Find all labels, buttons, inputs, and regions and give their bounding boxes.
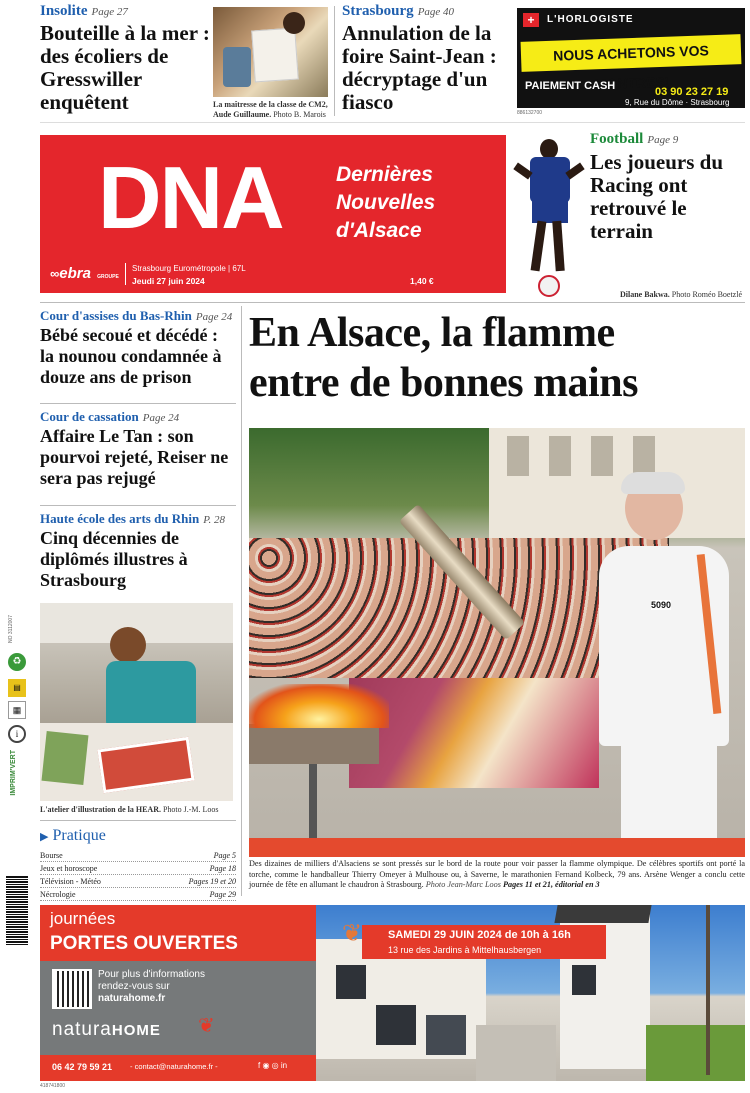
ad-contact: - contact@naturahome.fr - xyxy=(130,1062,218,1071)
pratique-item-label: Bourse xyxy=(40,851,63,860)
imprimvert-label: IMPRIM'VERT xyxy=(10,750,17,796)
pratique-item[interactable] xyxy=(40,863,236,875)
masthead-title: Dernières Nouvelles d'Alsace xyxy=(336,163,436,242)
masthead-price: 1,40 € xyxy=(410,276,434,286)
teacher-photo xyxy=(213,7,328,97)
pratique-item-label: Jeux et horoscope xyxy=(40,864,98,873)
ad-brand-logo: naturaHOME xyxy=(52,1019,161,1040)
pratique-item[interactable] xyxy=(40,876,236,888)
ad-phone: 03 90 23 27 19 xyxy=(655,86,729,98)
left-story-assises[interactable] xyxy=(40,308,236,388)
maple-leaf-icon: ❦ xyxy=(198,1015,215,1037)
top-story-insolite[interactable] xyxy=(40,3,210,114)
ad-phone: 06 42 79 59 21 xyxy=(52,1062,113,1072)
horlogiste-ad[interactable] xyxy=(517,8,745,108)
story-kicker: Haute école des arts du Rhin P. 28 xyxy=(40,511,226,526)
pratique-item[interactable] xyxy=(40,850,236,862)
naturahome-ad[interactable] xyxy=(40,905,316,1081)
top-story-strasbourg[interactable] xyxy=(342,3,512,114)
maple-leaf-icon: ❦ xyxy=(342,920,363,947)
ad-line1: journées xyxy=(50,909,116,928)
ad-slogan: NOUS ACHETONS VOS MONTRES! xyxy=(521,34,742,72)
masthead-date: Jeudi 27 juin 2024 xyxy=(132,276,205,286)
pratique-item-label: Télévision - Météo xyxy=(40,877,101,886)
ad-date-banner: ❦ SAMEDI 29 JUIN 2024 de 10h à 16h 13 rue des Jardins à Mittelhausbergen xyxy=(362,925,606,959)
football-caption: Dilane Bakwa. Photo Roméo Boetzlé xyxy=(619,290,742,299)
story-kicker: Cour de cassation Page 24 xyxy=(40,409,180,424)
story-headline[interactable]: Affaire Le Tan : son pourvoi rejeté, Reiser ne sera pas rejugé xyxy=(40,426,229,488)
ad-subtitle: PAIEMENT CASH xyxy=(525,80,616,92)
print-label-icon: ▤ xyxy=(8,679,26,697)
main-torch-photo xyxy=(249,428,745,857)
pratique-item-page: Page 29 xyxy=(209,890,236,899)
main-headline[interactable]: En Alsace, la flamme entre de bonnes mains xyxy=(249,310,638,406)
ebra-logo: ∞ebra GROUPE xyxy=(50,265,119,282)
story-kicker: Cour d'assises du Bas-Rhin Page 24 xyxy=(40,308,233,323)
ad-info: Pour plus d'informations rendez-vous sur naturahome.fr xyxy=(98,969,205,1004)
ad-brand: L'HORLOGISTE xyxy=(547,14,634,25)
pratique-box xyxy=(40,827,236,902)
ad-reference: 886132700 xyxy=(517,110,543,116)
left-story-hear[interactable] xyxy=(40,511,236,591)
side-strip: NO 3112007 ♻ ▤ ▦ i IMPRIM'VERT xyxy=(6,615,28,945)
qr-code-icon xyxy=(52,969,92,1009)
story-headline[interactable]: Cinq décennies de diplômés illustres à Strasbourg xyxy=(40,528,188,590)
info-icon: i xyxy=(8,725,26,743)
barcode-icon xyxy=(6,875,28,945)
pratique-item-page: Pages 19 et 20 xyxy=(188,877,236,886)
main-caption-page-ref: Pages 11 et 21, éditorial en 3 xyxy=(502,880,600,889)
football-story[interactable] xyxy=(590,131,750,243)
masthead[interactable] xyxy=(40,135,506,293)
recycle-icon: ♻ xyxy=(8,653,26,671)
story-kicker: Football Page 9 xyxy=(590,131,679,147)
pratique-item-page: Page 18 xyxy=(209,864,236,873)
pratique-item[interactable] xyxy=(40,889,236,901)
hear-workshop-photo xyxy=(40,603,233,801)
teacher-photo-caption: La maîtresse de la classe de CM2, Aude Guillaume. Photo B. Marois xyxy=(213,100,328,119)
football-player-photo xyxy=(508,133,590,301)
paper-icon: ▦ xyxy=(8,701,26,719)
pratique-title: ▶ Pratique xyxy=(40,827,106,844)
ad-line2: PORTES OUVERTES xyxy=(50,933,238,954)
pratique-list xyxy=(40,850,236,901)
story-kicker: Strasbourg Page 40 xyxy=(342,3,455,19)
story-headline[interactable]: Bébé secoué et décédé : la nounou condamnée à douze ans de prison xyxy=(40,325,222,387)
ebra-infinity-icon: ∞ xyxy=(50,266,60,281)
pratique-item-page: Page 5 xyxy=(213,851,236,860)
story-headline[interactable]: Annulation de la foire Saint-Jean : décryptage d'un fiasco xyxy=(342,21,497,114)
masthead-edition: Strasbourg Eurométropole | 67L xyxy=(132,264,246,273)
story-headline[interactable]: Bouteille à la mer : des écoliers de Gresswiller enquêtent xyxy=(40,21,210,114)
left-story-cassation[interactable] xyxy=(40,409,236,489)
story-headline[interactable]: Les joueurs du Racing ont retrouvé le terrain xyxy=(590,150,724,243)
story-kicker: Insolite Page 27 xyxy=(40,3,128,19)
hear-photo-caption: L'atelier d'illustration de la HEAR. Photo J.-M. Loos xyxy=(40,805,219,814)
triangle-right-icon: ▶ xyxy=(40,831,49,843)
torch-bib-number: 5090 xyxy=(651,600,672,610)
social-icons: f ◉ ◎ in xyxy=(258,1061,288,1070)
ad-address: 9, Rue du Dôme · Strasbourg xyxy=(625,98,730,107)
masthead-logo: DNA xyxy=(98,148,283,247)
flame-icon xyxy=(249,684,389,728)
bottom-ad-reference: 418741800 xyxy=(40,1083,66,1089)
pratique-item-label: Nécrologie xyxy=(40,890,76,899)
main-caption: Des dizaines de milliers d'Alsaciens se sont pressés sur le bord de la route pour voir passer la flamme olympique. De célèbres sportifs ont porté la torche, comme le handballeur Thierry Omeyer à Mulhouse ou, à Saverne, le marathonien Fernand Kolbeck, 79 ans. Arsène Wenger a conclu cette journée de fête en allumant le chaudron à Strasbourg. Photo Jean-Marc Loos Pages 11 et 21, éditorial en 3 xyxy=(249,859,745,889)
swiss-cross-icon: + xyxy=(523,13,539,27)
